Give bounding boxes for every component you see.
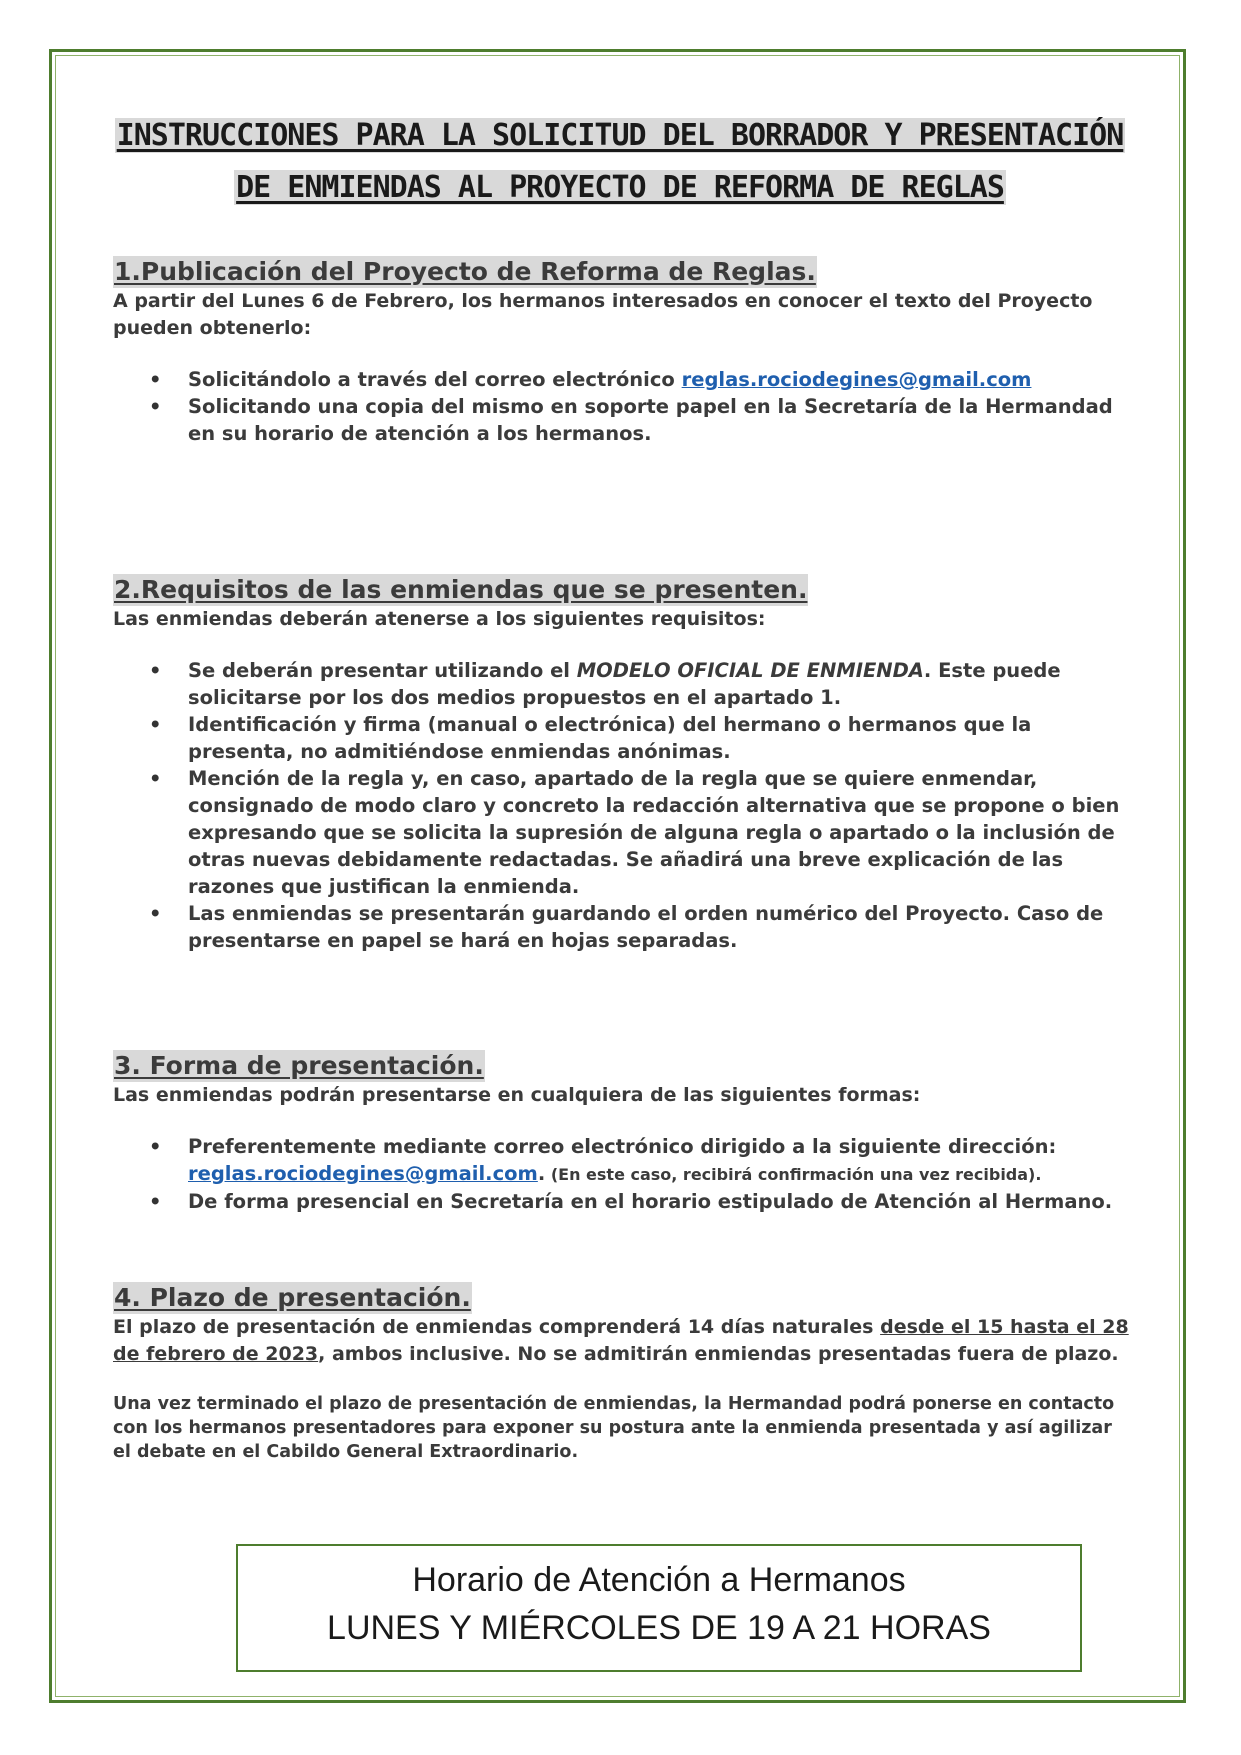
list-item: • Identificación y firma (manual o electrónica) del hermano o hermanos que la presenta, no admitiéndose enmiendas anónimas. bbox=[113, 711, 1133, 765]
plazo-text: , ambos inclusive. No se admitirán enmiendas presentadas fuera de plazo. bbox=[318, 1343, 1119, 1365]
section-4-heading: 4. Plazo de presentación. bbox=[114, 1283, 471, 1312]
bullet-text: Preferentemente mediante correo electrónico dirigido a la siguiente dirección: bbox=[188, 1135, 1057, 1158]
confirmation-note: (En este caso, recibirá confirmación una vez recibida). bbox=[545, 1165, 1042, 1184]
plazo-text: El plazo de presentación de enmiendas comprenderá 14 días naturales bbox=[113, 1316, 881, 1338]
section-2-heading: 2.Requisitos de las enmiendas que se presenten. bbox=[114, 575, 808, 604]
list-item: • De forma presencial en Secretaría en el horario estipulado de Atención al Hermano. bbox=[113, 1188, 1133, 1215]
list-item bbox=[113, 657, 1133, 711]
email-link[interactable]: reglas.rociodegines@gmail.com bbox=[681, 368, 1032, 391]
section-2-list bbox=[113, 657, 1133, 954]
model-name: MODELO OFICIAL DE ENMIENDA bbox=[576, 659, 924, 682]
section-1-list bbox=[113, 366, 1133, 447]
section-1-heading: 1.Publicación del Proyecto de Reforma de Reglas. bbox=[114, 257, 816, 286]
hours-box bbox=[236, 1544, 1082, 1672]
list-item: • Mención de la regla y, en caso, apartado de la regla que se quiere enmendar, consignado de modo claro y concreto la redacción alternativa que se propone o bien expresando que se solicita la supresión de alguna regla o apartado o la inclusión de otras nuevas debidamente redactadas. Se añadirá una breve explicación de las razones que justifican la enmienda. bbox=[113, 765, 1133, 900]
list-item bbox=[113, 366, 1133, 393]
hours-schedule: LUNES Y MIÉRCOLES DE 19 A 21 HORAS bbox=[327, 1609, 991, 1647]
bullet-text: . Este puede solicitarse por los dos medios propuestos en el apartado 1. bbox=[188, 659, 1061, 709]
section-requisitos bbox=[113, 574, 1133, 954]
list-item: • Solicitando una copia del mismo en soporte papel en la Secretaría de la Hermandad en su horario de atención a los hermanos. bbox=[113, 393, 1133, 447]
document-title bbox=[60, 110, 1180, 214]
email-link[interactable]: reglas.rociodegines@gmail.com bbox=[188, 1162, 538, 1185]
section-4-note: Una vez terminado el plazo de presentación de enmiendas, la Hermandad podrá ponerse en contacto con los hermanos presentadores para exponer su postura ante la enmienda presentada y así agilizar el debate en el Cabildo General Extraordinario. bbox=[113, 1394, 1115, 1462]
bullet-text: Se deberán presentar utilizando el bbox=[188, 659, 577, 682]
hours-title: Horario de Atención a Hermanos bbox=[412, 1561, 906, 1599]
section-3-list bbox=[113, 1133, 1133, 1215]
title-line-2: DE ENMIENDAS AL PROYECTO DE REFORMA DE REGLAS bbox=[236, 170, 1004, 205]
section-4-text bbox=[113, 1314, 1133, 1368]
list-item bbox=[113, 1133, 1133, 1188]
title-line-1: INSTRUCCIONES PARA LA SOLICITUD DEL BORRADOR Y PRESENTACIÓN bbox=[116, 118, 1124, 153]
bullet-text: Solicitándolo a través del correo electrónico bbox=[188, 368, 682, 391]
section-3-intro: Las enmiendas podrán presentarse en cualquiera de las siguientes formas: bbox=[113, 1084, 921, 1106]
plazo-dates: desde el 15 hasta el 28 de febrero de 2023 bbox=[113, 1316, 1129, 1365]
list-item: • Las enmiendas se presentarán guardando el orden numérico del Proyecto. Caso de presentarse en papel se hará en hojas separadas. bbox=[113, 900, 1133, 954]
section-2-intro: Las enmiendas deberán atenerse a los siguientes requisitos: bbox=[113, 608, 766, 630]
section-plazo bbox=[113, 1282, 1133, 1464]
section-forma bbox=[113, 1050, 1133, 1215]
section-1-intro: A partir del Lunes 6 de Febrero, los hermanos interesados en conocer el texto del Proyecto pueden obtenerlo: bbox=[113, 290, 1093, 339]
section-3-heading: 3. Forma de presentación. bbox=[114, 1051, 484, 1080]
bullet-punct: . bbox=[537, 1162, 546, 1185]
section-publicacion bbox=[113, 256, 1133, 447]
